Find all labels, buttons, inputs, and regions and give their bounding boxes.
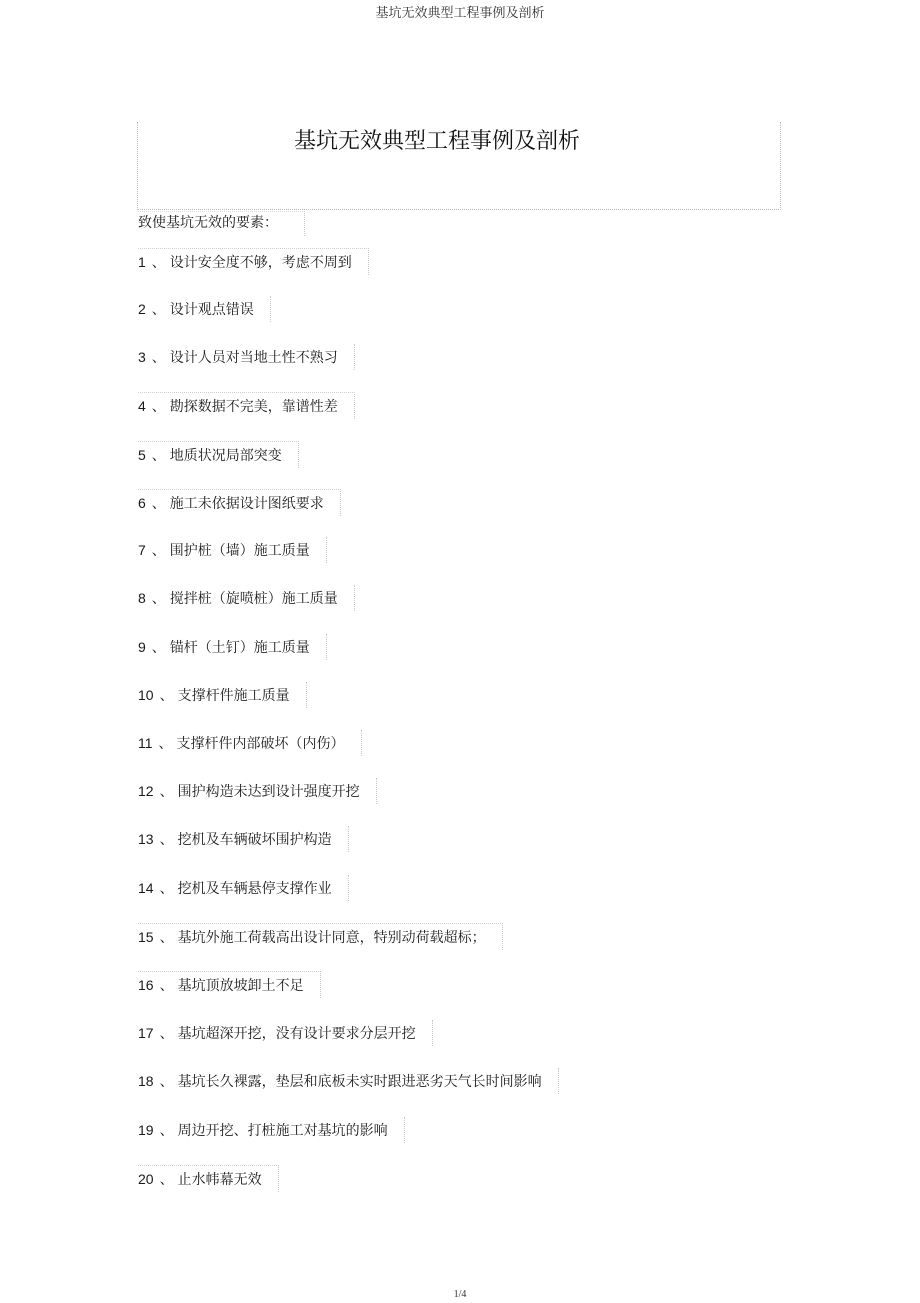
item-separator: 、 bbox=[151, 543, 166, 559]
list-item bbox=[138, 826, 349, 852]
item-number: 5 bbox=[138, 447, 146, 463]
item-number: 17 bbox=[138, 1025, 154, 1041]
list-item bbox=[138, 1165, 279, 1192]
item-separator: 、 bbox=[151, 302, 166, 318]
item-number: 1 bbox=[138, 254, 146, 270]
list-item bbox=[138, 344, 355, 370]
item-text: 设计观点错误 bbox=[169, 302, 254, 318]
item-text: 勘探数据不完美，靠谱性差 bbox=[169, 399, 338, 415]
item-number: 8 bbox=[138, 590, 146, 606]
item-separator: 、 bbox=[159, 1074, 174, 1090]
list-item bbox=[138, 537, 327, 563]
item-number: 10 bbox=[138, 687, 154, 703]
item-separator: 、 bbox=[151, 350, 166, 366]
item-separator: 、 bbox=[159, 832, 174, 848]
item-number: 20 bbox=[138, 1171, 154, 1187]
intro-line: 致使基坑无效的要素： bbox=[138, 211, 305, 236]
item-number: 6 bbox=[138, 495, 146, 511]
item-number: 19 bbox=[138, 1122, 154, 1138]
list-item bbox=[138, 682, 307, 708]
item-text: 支撑杆件内部破坏（内伤） bbox=[176, 736, 345, 752]
running-header: 基坑无效典型工程事例及剖析 bbox=[375, 6, 545, 21]
item-separator: 、 bbox=[151, 448, 166, 464]
item-text: 基坑外施工荷载高出设计同意，特别动荷载超标； bbox=[177, 930, 486, 946]
list-item bbox=[138, 392, 355, 419]
item-text: 基坑长久裸露，垫层和底板未实时跟进恶劣天气长时间影响 bbox=[177, 1074, 542, 1090]
list-item bbox=[138, 923, 503, 950]
item-separator: 、 bbox=[151, 640, 166, 656]
item-text: 地质状况局部突变 bbox=[169, 448, 282, 464]
item-text: 止水帏幕无效 bbox=[177, 1172, 262, 1188]
list-item bbox=[138, 730, 362, 756]
item-number: 14 bbox=[138, 880, 154, 896]
item-text: 设计人员对当地土性不熟习 bbox=[169, 350, 338, 366]
list-item bbox=[138, 296, 271, 322]
item-number: 3 bbox=[138, 349, 146, 365]
item-separator: 、 bbox=[151, 399, 166, 415]
item-number: 4 bbox=[138, 398, 146, 414]
item-number: 15 bbox=[138, 929, 154, 945]
list-item bbox=[138, 1068, 559, 1094]
item-text: 挖机及车辆悬停支撑作业 bbox=[177, 881, 332, 897]
item-separator: 、 bbox=[159, 930, 174, 946]
item-text: 搅拌桩（旋喷桩）施工质量 bbox=[169, 591, 338, 607]
item-separator: 、 bbox=[159, 784, 174, 800]
list-item bbox=[138, 971, 321, 998]
item-number: 12 bbox=[138, 783, 154, 799]
document-title: 基坑无效典型工程事例及剖析 bbox=[293, 129, 580, 154]
item-text: 围护桩（墙）施工质量 bbox=[169, 543, 310, 559]
item-number: 9 bbox=[138, 639, 146, 655]
item-number: 18 bbox=[138, 1073, 154, 1089]
item-number: 2 bbox=[138, 301, 146, 317]
list-item bbox=[138, 441, 299, 468]
item-separator: 、 bbox=[159, 881, 174, 897]
item-number: 13 bbox=[138, 831, 154, 847]
item-text: 围护构造未达到设计强度开挖 bbox=[177, 784, 360, 800]
item-separator: 、 bbox=[159, 978, 174, 994]
item-separator: 、 bbox=[159, 1123, 174, 1139]
item-text: 基坑超深开挖，没有设计要求分层开挖 bbox=[177, 1026, 416, 1042]
item-separator: 、 bbox=[159, 688, 174, 704]
item-number: 11 bbox=[138, 735, 153, 751]
item-separator: 、 bbox=[159, 1172, 174, 1188]
item-text: 支撑杆件施工质量 bbox=[177, 688, 290, 704]
item-text: 基坑顶放坡卸土不足 bbox=[177, 978, 304, 994]
list-item bbox=[138, 1020, 433, 1046]
item-separator: 、 bbox=[158, 736, 173, 752]
item-number: 16 bbox=[138, 977, 154, 993]
item-text: 锚杆（土钉）施工质量 bbox=[169, 640, 310, 656]
item-separator: 、 bbox=[151, 496, 166, 512]
list-item bbox=[138, 248, 369, 275]
item-text: 设计安全度不够，考虑不周到 bbox=[169, 255, 352, 271]
item-separator: 、 bbox=[159, 1026, 174, 1042]
item-number: 7 bbox=[138, 542, 146, 558]
item-text: 施工未依据设计图纸要求 bbox=[169, 496, 324, 512]
list-item bbox=[138, 778, 377, 804]
list-item bbox=[138, 489, 341, 516]
list-item bbox=[138, 875, 349, 901]
item-separator: 、 bbox=[151, 255, 166, 271]
item-text: 挖机及车辆破坏围护构造 bbox=[177, 832, 332, 848]
list-item bbox=[138, 634, 327, 660]
list-item bbox=[138, 1117, 405, 1143]
item-text: 周边开挖、打桩施工对基坑的影响 bbox=[177, 1123, 388, 1139]
item-separator: 、 bbox=[151, 591, 166, 607]
list-item bbox=[138, 585, 355, 611]
page-number: 1/4 bbox=[453, 1289, 467, 1300]
